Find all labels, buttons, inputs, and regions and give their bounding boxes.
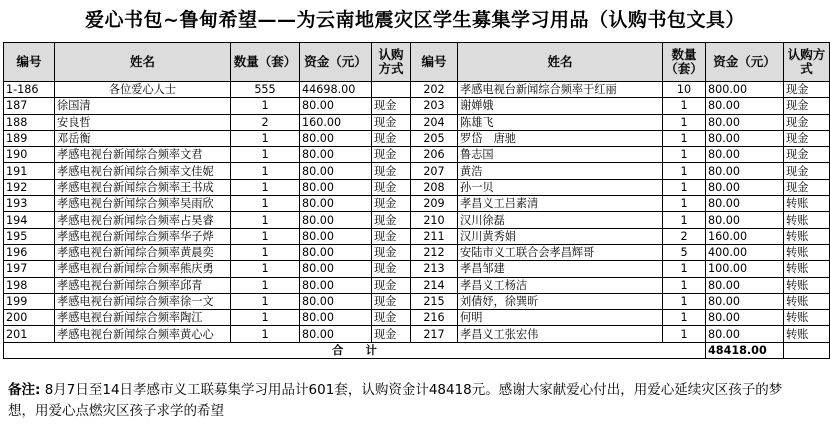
cell-name: 谢婵娥: [458, 98, 663, 114]
header-amount-left: 资金（元）: [300, 43, 372, 82]
cell-qty: 1: [231, 179, 300, 195]
cell-name: 孝感电视台新闻综合频率文君: [55, 147, 231, 163]
cell-qty: 1: [663, 163, 706, 179]
cell-amount: 80.00: [706, 310, 784, 326]
cell-num: 213: [411, 261, 458, 277]
cell-method: 转账: [784, 293, 830, 309]
table-row: [4, 293, 830, 309]
cell-num: 194: [4, 212, 55, 228]
cell-amount: 80.00: [300, 196, 372, 212]
cell-method: 现金: [372, 179, 411, 195]
cell-name: 孙一贝: [458, 179, 663, 195]
cell-method: 转账: [784, 212, 830, 228]
cell-qty: 1: [663, 98, 706, 114]
cell-amount: 80.00: [706, 147, 784, 163]
cell-qty: 5: [663, 244, 706, 260]
cell-method: 现金: [372, 310, 411, 326]
cell-qty: 1: [231, 163, 300, 179]
cell-method: 现金: [784, 114, 830, 130]
cell-qty: 1: [231, 261, 300, 277]
table-row: [4, 244, 830, 260]
cell-num: 209: [411, 196, 458, 212]
footer-note: [8, 380, 798, 422]
header-qty-right: 数量（套）: [663, 43, 706, 82]
cell-qty: 555: [231, 82, 300, 98]
cell-name: 孝感电视台新闻综合频率徐一文: [55, 293, 231, 309]
cell-num: 196: [4, 244, 55, 260]
cell-qty: 1: [663, 130, 706, 146]
cell-method: 现金: [372, 261, 411, 277]
cell-method: 现金: [784, 98, 830, 114]
footer-text: 8月7日至14日孝感市义工联募集学习用品计601套，认购资金计48418元。感谢大家献爱心付出，用爱心延续灾区孩子的梦想，用爱心点燃灾区孩子求学的希望: [8, 382, 783, 419]
cell-qty: 1: [663, 326, 706, 342]
cell-method: 转账: [784, 277, 830, 293]
cell-amount: 80.00: [706, 326, 784, 342]
cell-method: 现金: [372, 228, 411, 244]
table-row: [4, 147, 830, 163]
cell-name: 何明: [458, 310, 663, 326]
cell-amount: 80.00: [300, 228, 372, 244]
cell-amount: 80.00: [300, 293, 372, 309]
table-row: [4, 130, 830, 146]
cell-name: 孝感电视台新闻综合频率王书成: [55, 179, 231, 195]
cell-amount: 80.00: [706, 163, 784, 179]
cell-method: 转账: [784, 261, 830, 277]
cell-method: 现金: [372, 277, 411, 293]
cell-amount: 80.00: [300, 130, 372, 146]
cell-qty: 1: [663, 277, 706, 293]
cell-num: 211: [411, 228, 458, 244]
cell-amount: 800.00: [706, 82, 784, 98]
table-row: [4, 277, 830, 293]
cell-qty: 1: [663, 310, 706, 326]
cell-qty: 1: [231, 244, 300, 260]
cell-method: 现金: [784, 179, 830, 195]
table-header-row: [4, 43, 830, 82]
cell-qty: 1: [663, 196, 706, 212]
cell-name: 安陆市义工联合会孝昌辉哥: [458, 244, 663, 260]
cell-method: 现金: [372, 212, 411, 228]
header-name-right: 姓名: [458, 43, 663, 82]
cell-method: 现金: [372, 163, 411, 179]
table-row: [4, 114, 830, 130]
cell-amount: 80.00: [706, 212, 784, 228]
cell-method: 现金: [784, 163, 830, 179]
cell-name: 罗岱 唐驰: [458, 130, 663, 146]
cell-name: 孝感电视台新闻综合频率占昊睿: [55, 212, 231, 228]
cell-name: 孝感电视台新闻综合频率邱青: [55, 277, 231, 293]
cell-qty: 1: [231, 98, 300, 114]
cell-qty: 1: [231, 326, 300, 342]
cell-num: 217: [411, 326, 458, 342]
cell-num: 203: [411, 98, 458, 114]
cell-name: 邓岳衡: [55, 130, 231, 146]
cell-name: 孝感电视台新闻综合频率华子烨: [55, 228, 231, 244]
cell-name: 刘倩妤，徐巽昕: [458, 293, 663, 309]
cell-qty: 1: [231, 196, 300, 212]
cell-qty: 1: [231, 130, 300, 146]
cell-qty: 2: [663, 228, 706, 244]
cell-num: 191: [4, 163, 55, 179]
cell-qty: 1: [231, 310, 300, 326]
cell-method: 转账: [784, 228, 830, 244]
cell-amount: 80.00: [706, 277, 784, 293]
cell-num: 212: [411, 244, 458, 260]
cell-name: 安良哲: [55, 114, 231, 130]
header-method-left: 认购方式: [372, 43, 411, 82]
cell-qty: 1: [663, 212, 706, 228]
cell-qty: 1: [231, 293, 300, 309]
total-method-empty: [784, 342, 830, 358]
cell-method: 现金: [372, 130, 411, 146]
cell-num: 189: [4, 130, 55, 146]
cell-name: 孝昌邹建: [458, 261, 663, 277]
cell-amount: 80.00: [706, 179, 784, 195]
cell-name: 陈雄飞: [458, 114, 663, 130]
cell-name: 孝感电视台新闻综合频率黄晨奕: [55, 244, 231, 260]
cell-num: 193: [4, 196, 55, 212]
cell-amount: 160.00: [706, 228, 784, 244]
header-method-right: 认购方式: [784, 43, 830, 82]
cell-method: 转账: [784, 310, 830, 326]
cell-method: 现金: [372, 98, 411, 114]
footer-label: 备注:: [8, 382, 41, 398]
cell-name: 徐国清: [55, 98, 231, 114]
cell-num: 197: [4, 261, 55, 277]
cell-num: 201: [4, 326, 55, 342]
cell-num: 202: [411, 82, 458, 98]
cell-amount: 80.00: [300, 261, 372, 277]
cell-num: 1-186: [4, 82, 55, 98]
cell-num: 187: [4, 98, 55, 114]
total-label: 合 计: [4, 342, 706, 358]
cell-num: 207: [411, 163, 458, 179]
header-name-left: 姓名: [55, 43, 231, 82]
cell-amount: 80.00: [300, 277, 372, 293]
cell-method: 现金: [372, 244, 411, 260]
cell-amount: 400.00: [706, 244, 784, 260]
cell-amount: 80.00: [706, 114, 784, 130]
cell-amount: 80.00: [300, 310, 372, 326]
total-row: [4, 342, 830, 358]
cell-qty: 10: [663, 82, 706, 98]
table-row: [4, 228, 830, 244]
cell-qty: 2: [231, 114, 300, 130]
cell-name: 黄浩: [458, 163, 663, 179]
cell-num: 208: [411, 179, 458, 195]
header-qty-left: 数量（套）: [231, 43, 300, 82]
table-row: [4, 310, 830, 326]
cell-amount: 80.00: [706, 293, 784, 309]
cell-method: 转账: [784, 326, 830, 342]
cell-qty: 1: [231, 212, 300, 228]
cell-method: [372, 82, 411, 98]
cell-qty: 1: [663, 293, 706, 309]
cell-num: 192: [4, 179, 55, 195]
cell-qty: 1: [663, 261, 706, 277]
cell-method: 现金: [372, 326, 411, 342]
cell-name: 孝感电视台新闻综合频率黄心心: [55, 326, 231, 342]
table-row: [4, 179, 830, 195]
cell-num: 216: [411, 310, 458, 326]
cell-num: 190: [4, 147, 55, 163]
cell-name: 孝昌义工张宏伟: [458, 326, 663, 342]
donation-table: [3, 42, 830, 359]
cell-num: 204: [411, 114, 458, 130]
cell-method: 现金: [784, 130, 830, 146]
cell-name: 孝昌义工吕素清: [458, 196, 663, 212]
cell-qty: 1: [663, 147, 706, 163]
cell-amount: 80.00: [300, 163, 372, 179]
cell-method: 现金: [372, 114, 411, 130]
cell-name: 孝感电视台新闻综合频率吴雨欣: [55, 196, 231, 212]
cell-qty: 1: [663, 114, 706, 130]
cell-num: 200: [4, 310, 55, 326]
table-row: [4, 163, 830, 179]
cell-amount: 80.00: [300, 244, 372, 260]
cell-amount: 80.00: [706, 196, 784, 212]
cell-qty: 1: [231, 147, 300, 163]
cell-name: 汉川徐磊: [458, 212, 663, 228]
cell-num: 195: [4, 228, 55, 244]
cell-amount: 80.00: [300, 326, 372, 342]
cell-amount: 100.00: [706, 261, 784, 277]
cell-name: 孝感电视台新闻综合频率陶江: [55, 310, 231, 326]
page-title: 爱心书包~鲁甸希望——为云南地震灾区学生募集学习用品（认购书包文具）: [85, 9, 745, 31]
cell-qty: 1: [663, 179, 706, 195]
cell-amount: 44698.00: [300, 82, 372, 98]
cell-num: 205: [411, 130, 458, 146]
table-row: [4, 196, 830, 212]
cell-method: 现金: [372, 293, 411, 309]
cell-name: 汉川黄秀娟: [458, 228, 663, 244]
cell-num: 214: [411, 277, 458, 293]
cell-amount: 80.00: [300, 98, 372, 114]
cell-num: 215: [411, 293, 458, 309]
cell-num: 198: [4, 277, 55, 293]
cell-name: 鲁志国: [458, 147, 663, 163]
table-row: [4, 98, 830, 114]
table-row: [4, 212, 830, 228]
table-row: [4, 82, 830, 98]
cell-amount: 80.00: [300, 147, 372, 163]
cell-amount: 160.00: [300, 114, 372, 130]
cell-method: 现金: [372, 147, 411, 163]
cell-method: 现金: [784, 82, 830, 98]
cell-method: 现金: [372, 196, 411, 212]
cell-name: 各位爱心人士: [55, 82, 231, 98]
cell-num: 199: [4, 293, 55, 309]
cell-num: 188: [4, 114, 55, 130]
table-row: [4, 326, 830, 342]
header-num-right: 编号: [411, 43, 458, 82]
cell-amount: 80.00: [300, 212, 372, 228]
header-amount-right: 资金（元）: [706, 43, 784, 82]
total-amount: 48418.00: [706, 342, 784, 358]
cell-method: 转账: [784, 244, 830, 260]
cell-method: 现金: [784, 147, 830, 163]
cell-name: 孝感电视台新闻综合频率文佳妮: [55, 163, 231, 179]
cell-amount: 80.00: [706, 130, 784, 146]
cell-method: 转账: [784, 196, 830, 212]
cell-amount: 80.00: [300, 179, 372, 195]
cell-qty: 1: [231, 277, 300, 293]
cell-name: 孝感电视台新闻综合频率熊庆勇: [55, 261, 231, 277]
cell-name: 孝昌义工杨洁: [458, 277, 663, 293]
cell-num: 210: [411, 212, 458, 228]
cell-qty: 1: [231, 228, 300, 244]
cell-num: 206: [411, 147, 458, 163]
table-row: [4, 261, 830, 277]
header-num-left: 编号: [4, 43, 55, 82]
cell-name: 孝感电视台新闻综合频率于红丽: [458, 82, 663, 98]
cell-amount: 80.00: [706, 98, 784, 114]
